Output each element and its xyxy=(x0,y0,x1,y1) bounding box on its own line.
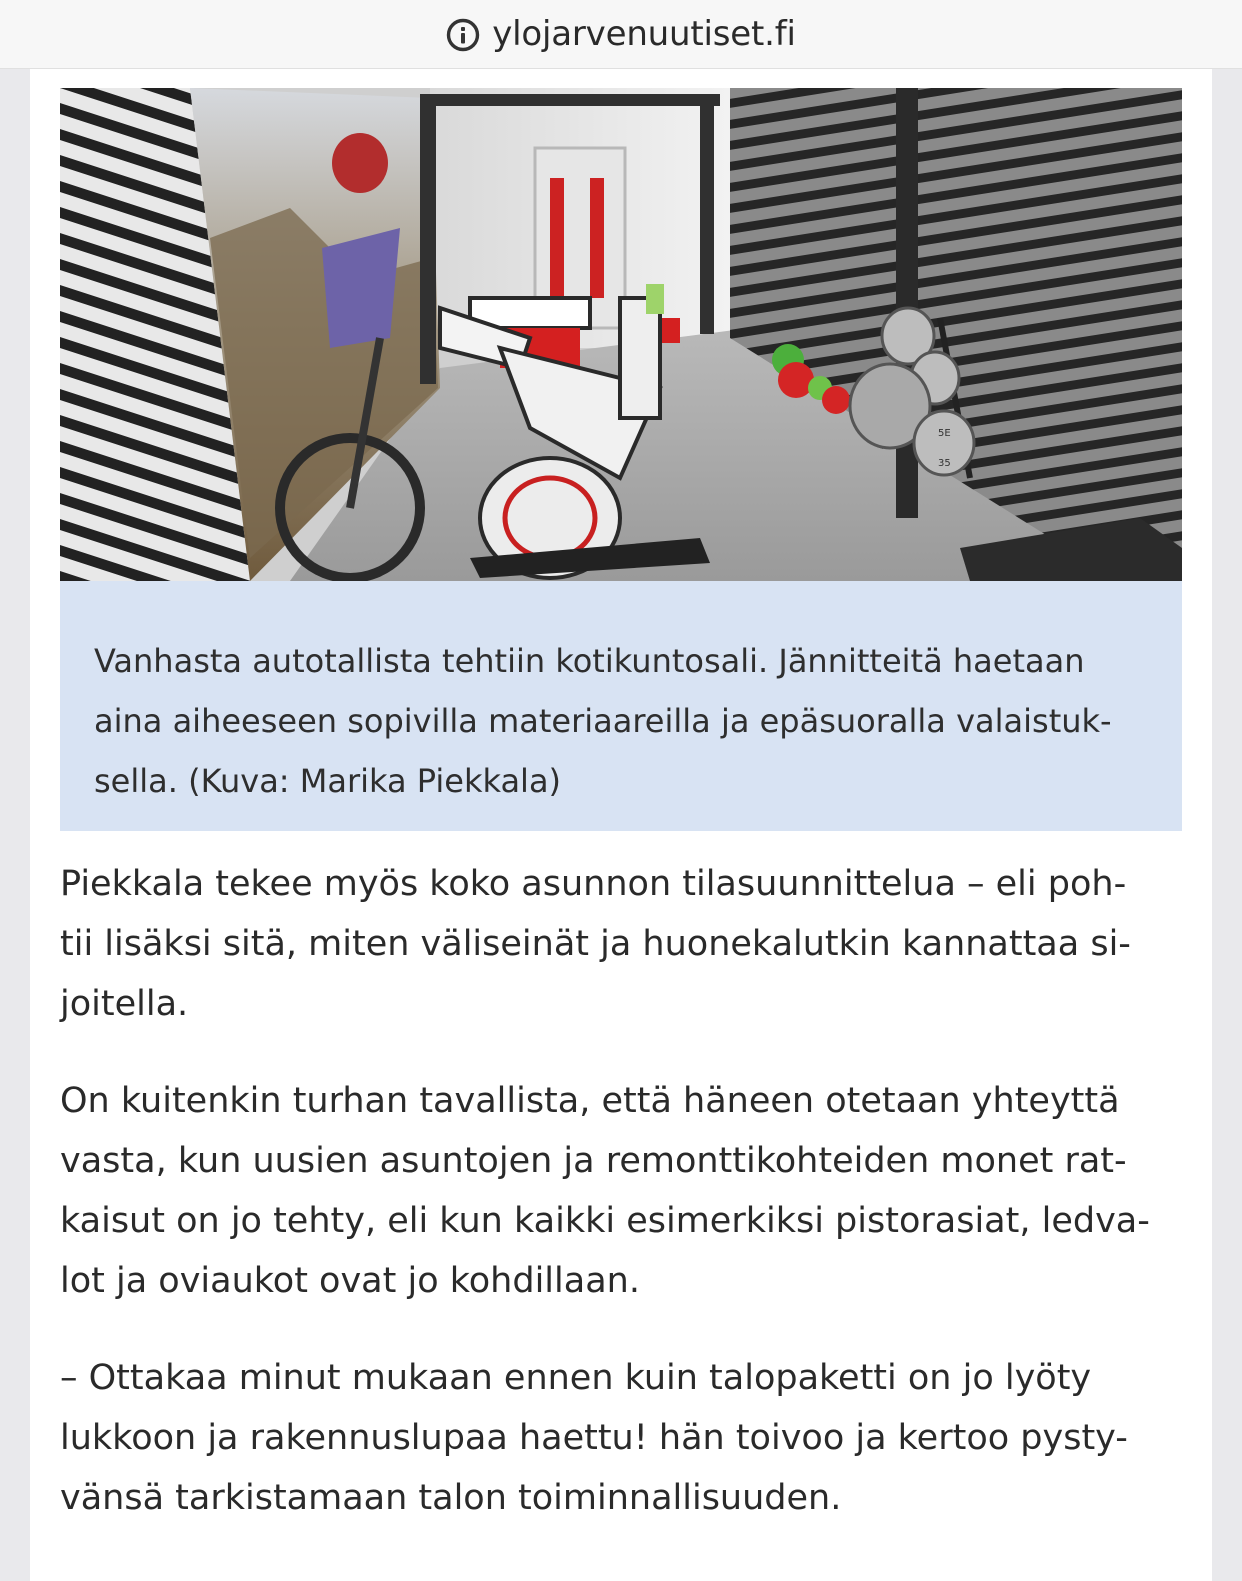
article-body xyxy=(60,854,1182,1565)
browser-address-bar[interactable] xyxy=(0,0,1242,69)
caption-line: Vanhasta autotallista tehtiin kotikuntosali. Jännitteitä haetaan xyxy=(94,642,1085,680)
paragraph-line: tii lisäksi sitä, miten väliseinät ja huonekalutkin kannattaa si- xyxy=(60,924,1131,964)
caption-line: aina aiheeseen sopivilla materiaareilla ja epäsuoralla valaistuk- xyxy=(94,702,1112,740)
paragraph-line: vasta, kun uusien asuntojen ja remonttikohteiden monet rat- xyxy=(60,1141,1127,1181)
caption-line: sella. (Kuva: Marika Piekkala) xyxy=(94,762,562,800)
address-domain[interactable]: ylojarvenuutiset.fi xyxy=(492,14,796,54)
paragraph-line: On kuitenkin turhan tavallista, että häneen otetaan yhteyttä xyxy=(60,1081,1120,1121)
paragraph-line: lot ja oviaukot ovat jo kohdillaan. xyxy=(60,1261,640,1301)
paragraph-line: vänsä tarkistamaan talon toiminnallisuuden. xyxy=(60,1478,842,1518)
paragraph-line: Piekkala tekee myös koko asunnon tilasuunnittelua – eli poh- xyxy=(60,864,1127,904)
info-icon[interactable] xyxy=(446,18,480,52)
image-caption xyxy=(60,581,1182,831)
home-gym-illustration xyxy=(60,88,1182,581)
paragraph-line: lukkoon ja rakennuslupaa haettu! hän toivoo ja kertoo pysty- xyxy=(60,1418,1128,1458)
home-gym-photo xyxy=(60,88,1182,581)
article-paragraph xyxy=(60,854,1182,1034)
paragraph-line: – Ottakaa minut mukaan ennen kuin talopaketti on jo lyöty xyxy=(60,1358,1092,1398)
plate-label-35: 35 xyxy=(938,458,951,469)
caption-text xyxy=(94,631,1148,811)
article-paragraph xyxy=(60,1348,1182,1528)
article-paragraph xyxy=(60,1071,1182,1311)
paragraph-line: kaisut on jo tehty, eli kun kaikki esimerkiksi pistorasiat, ledva- xyxy=(60,1201,1150,1241)
plate-label-5e: 5E xyxy=(938,428,951,439)
article-page xyxy=(30,68,1212,1581)
paragraph-line: joitella. xyxy=(60,984,189,1024)
